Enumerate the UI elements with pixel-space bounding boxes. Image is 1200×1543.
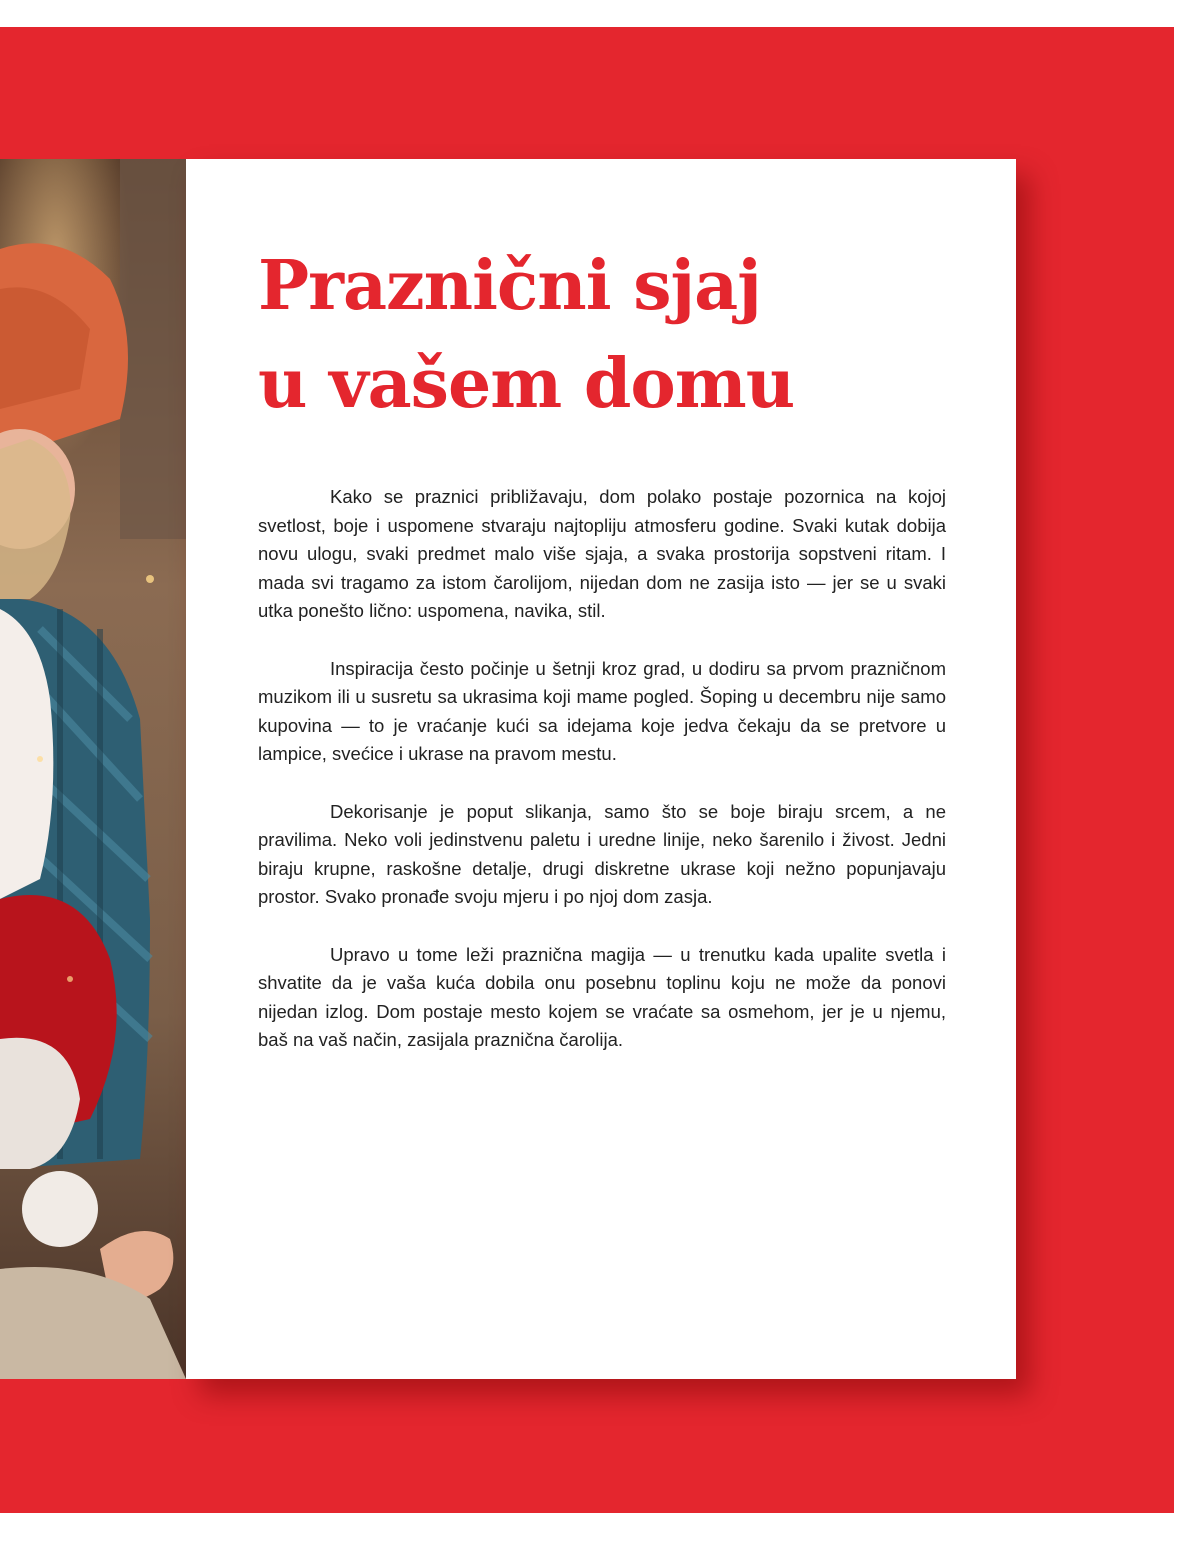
title-line-1: Praznični sjaj: [258, 246, 761, 326]
page-title: [258, 237, 978, 433]
article-paragraph: Inspiracija često počinje u šetnji kroz grad, u dodiru sa prvom prazničnom muzikom ili u susretu sa ukrasima koji mame pogled. Šoping u decembru nije samo kupovina — to je vraćanje kući sa idejama koje jedva čekaju da se pretvore u lampice, svećice i ukrase na pravom mestu.: [258, 657, 946, 764]
article-body: [258, 483, 946, 1084]
article-paragraph: Dekorisanje je poput slikanja, samo što se boje biraju srcem, a ne pravilima. Neko voli jedinstvenu paletu i uredne linije, neko šarenilo i živost. Jedni biraju krupne, raskošne detalje, drugi diskretne ukrase koji nežno popunjavaju prostor. Svako pronađe svoju mjeru i po njoj dom zasja.: [258, 800, 946, 907]
santa-photo: [0, 159, 186, 1379]
title-line-2: u vašem domu: [258, 344, 795, 424]
article-paragraph: Kako se praznici približavaju, dom polako postaje pozornica na kojoj svetlost, boje i uspomene stvaraju najtopliju atmosferu godine. Svaki kutak dobija novu ulogu, svaki predmet malo više sjaja, a svaka prostorija sopstveni ritam. I mada svi tragamo za istom čarolijom, nijedan dom ne zasija isto — jer se u svaki utka ponešto lično: uspomena, navika, stil.: [258, 486, 946, 621]
santa-photo-illustration: [0, 159, 186, 1379]
article-paragraph: Upravo u tome leži praznična magija — u trenutku kada upalite svetla i shvatite da je vaša kuća dobila onu posebnu toplinu koju ne može da ponovi nijedan izlog. Dom postaje mesto kojem se vraćate sa osmehom, jer je u njemu, baš na vaš način, zasijala praznična čarolija.: [258, 943, 946, 1050]
article-card: [186, 159, 1016, 1379]
